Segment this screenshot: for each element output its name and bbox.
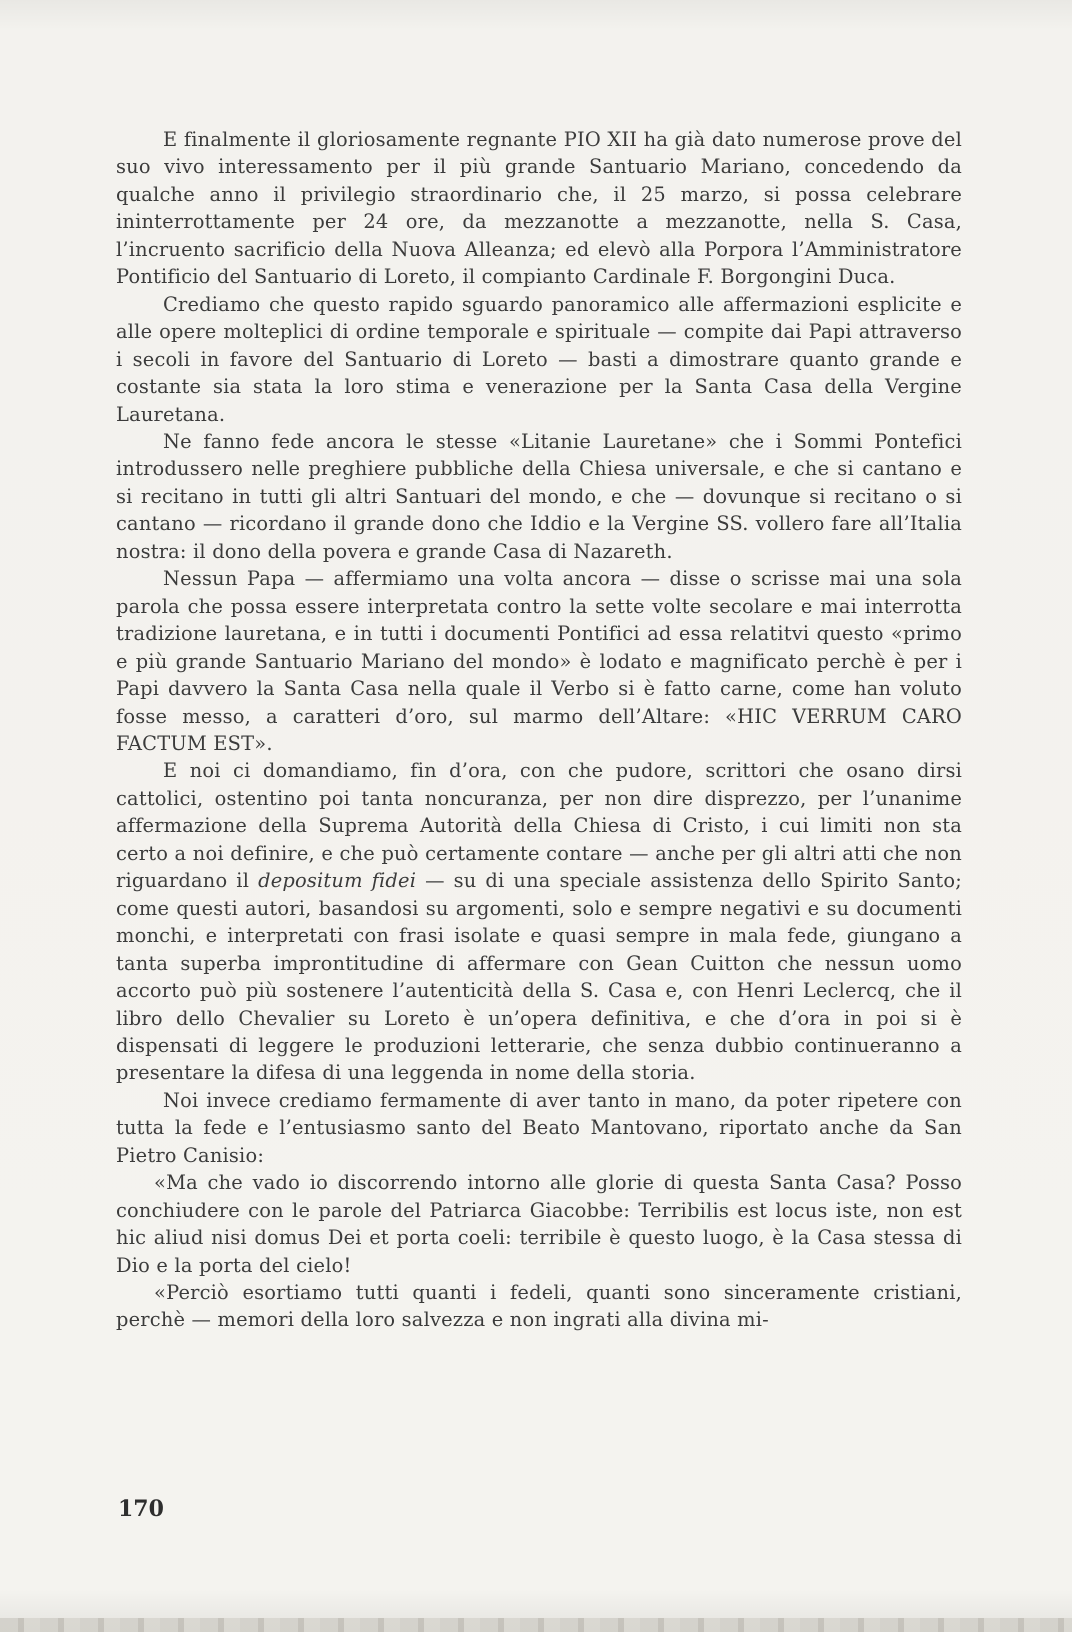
paragraph-3: Ne fanno fede ancora le stesse «Litanie Lauretane» che i Sommi Pontefici introdussero nelle preghiere pubbliche della Chiesa universale, e che si cantano e si recitano in tutti gli altri Santuari del mondo, e che — dovunque si recitano o si cantano — ricordano il grande dono che Iddio e la Vergine SS. vollero fare all’Italia nostra: il dono della povera e grande Casa di Nazareth. [116,429,962,563]
paragraph-1: E finalmente il gloriosamente regnante PIO XII ha già dato numerose prove del suo vivo interessamento per il più grande Santuario Mariano, concedendo da qualche anno il privilegio straordinario che, il 25 marzo, si possa celebrare ininterrottamente per 24 ore, da mezzanotte a mezzanotte, nella S. Casa, l’incruento sacrificio della Nuova Alleanza; ed elevò alla Porpora l’Amministratore Pontificio del Santuario di Loreto, il compianto Cardinale F. Borgongini Duca. [116,128,962,289]
body-text [116,126,962,1334]
quote-1: «Ma che vado io discorrendo intorno alle glorie di questa Santa Casa? Posso conchiudere con le parole del Patriarca Giacobbe: Terribilis est locus iste, non est hic aliud nisi domus Dei et porta coeli: terribile è questo luogo, è la Casa stessa di Dio e la porta del cielo! [116,1171,962,1277]
page-bottom-edge [0,1618,1072,1632]
paragraph-5 [116,757,962,1086]
paragraph-5-text-a: E noi ci domandiamo, fin d’ora, con che pudore, scrittori che osano dirsi cattolici, ostentino poi tanta noncuranza, per non dire disprezzo, per l’unanime affermazione della Suprema Autorità della Chiesa di Cristo, i cui limiti non sta certo a noi definire, e che può certamente contare — anche per gli altri atti che non riguardano il [116,759,962,893]
paragraph-5-text-b: — su di una speciale assistenza dello Spirito Santo; come questi autori, basandosi su argomenti, solo e sempre negativi e su documenti monchi, e interpretati con frasi isolate e quasi sempre in mala fede, giungano a tanta superba improntitudine di affermare con Gean Cuitton che nessun uomo accorto può più sostenere l’autenticità della S. Casa e, con Henri Leclercq, che il libro dello Chevalier su Loreto è un’opera definitiva, e che d’ora in poi si è dispensati di leggere le produzioni letterarie, che senza dubbio continueranno a presentare la difesa di una leggenda in nome della storia. [116,869,962,1085]
page-number: 170 [118,1496,164,1522]
paragraph-5-italic-latin: depositum fidei [258,869,417,893]
paragraph-4: Nessun Papa — affermiamo una volta ancora — disse o scrisse mai una sola parola che possa essere interpretata contro la sette volte secolare e mai interrotta tradizione lauretana, e in tutti i documenti Pontifici ad essa relatitvi questo «primo e più grande Santuario Mariano del mondo» è lodato e magnificato perchè è per i Papi davvero la Santa Casa nella quale il Verbo si è fatto carne, come han voluto fosse messo, a caratteri d’oro, sul marmo dell’Altare: «HIC VERRUM CARO FACTUM EST». [116,567,962,755]
paragraph-2: Crediamo che questo rapido sguardo panoramico alle affermazioni esplicite e alle opere molteplici di ordine temporale e spirituale — compite dai Papi attraverso i secoli in favore del Santuario di Loreto — basti a dimostrare quanto grande e costante sia stata la loro stima e venerazione per la Santa Casa della Vergine Lauretana. [116,292,962,426]
quote-2: «Perciò esortiamo tutti quanti i fedeli, quanti sono sinceramente cristiani, perchè — memori della loro salvezza e non ingrati alla divina mi- [116,1281,962,1332]
paragraph-6: Noi invece crediamo fermamente di aver tanto in mano, da poter ripetere con tutta la fede e l’entusiasmo santo del Beato Mantovano, riportato anche da San Pietro Canisio: [116,1088,962,1167]
